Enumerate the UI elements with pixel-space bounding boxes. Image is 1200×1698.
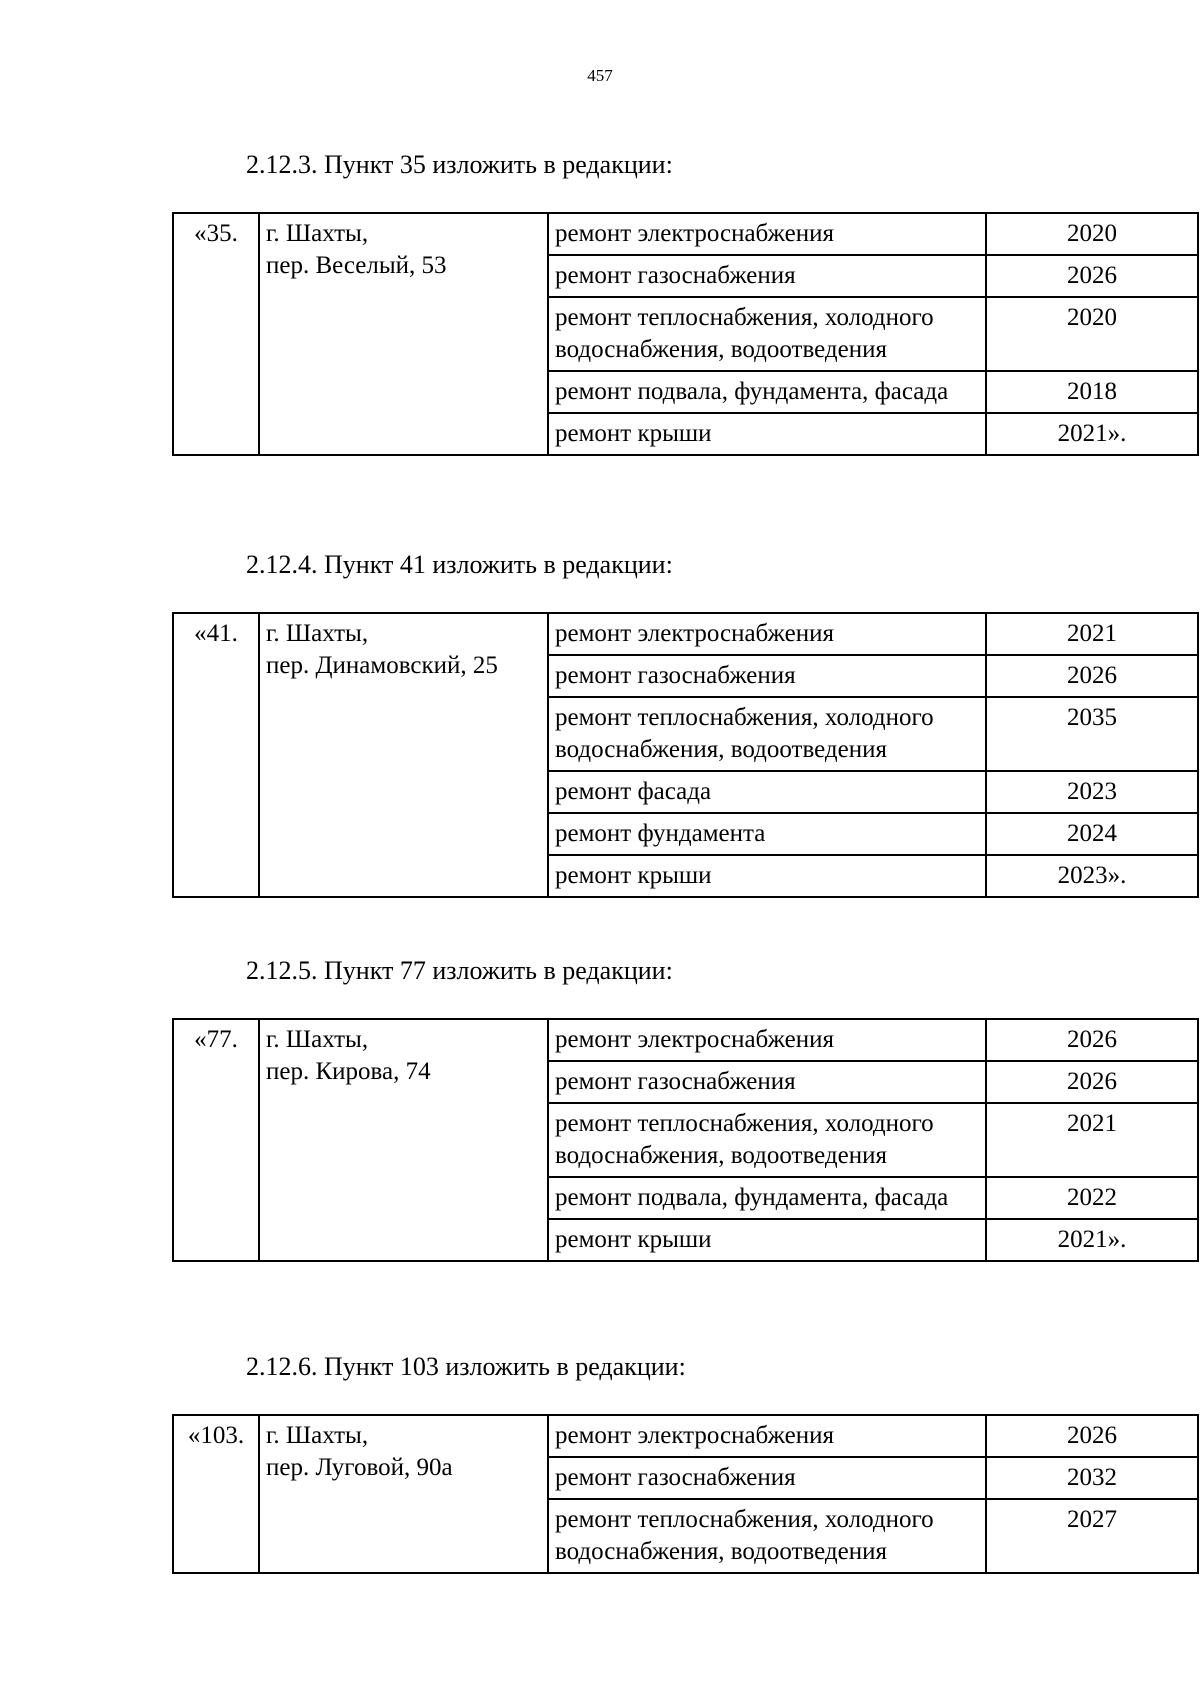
work-type: ремонт газоснабжения — [548, 1061, 986, 1103]
section-heading: 2.12.5. Пункт 77 изложить в редакции: — [246, 956, 673, 985]
work-year: 2032 — [986, 1457, 1198, 1499]
work-type: ремонт подвала, фундамента, фасада — [548, 1177, 986, 1219]
work-year: 2026 — [986, 1415, 1198, 1457]
work-type: ремонт газоснабжения — [548, 255, 986, 297]
address-city: г. Шахты, — [266, 1026, 369, 1053]
section-heading: 2.12.3. Пункт 35 изложить в редакции: — [246, 150, 673, 179]
address-city: г. Шахты, — [266, 620, 369, 647]
table-row — [173, 213, 1198, 255]
work-year: 2024 — [986, 813, 1198, 855]
work-type: ремонт электроснабжения — [548, 1415, 986, 1457]
address-city: г. Шахты, — [266, 1422, 369, 1449]
address-city: г. Шахты, — [266, 220, 369, 247]
amendment-table — [172, 612, 1199, 898]
work-type: ремонт теплоснабжения, холодного водоснабжения, водоотведения — [548, 1103, 986, 1177]
item-number: «35. — [173, 213, 259, 455]
work-year: 2018 — [986, 371, 1198, 413]
work-year: 2021». — [986, 413, 1198, 455]
work-type: ремонт теплоснабжения, холодного водоснабжения, водоотведения — [548, 1499, 986, 1573]
work-year: 2023». — [986, 855, 1198, 897]
work-type: ремонт газоснабжения — [548, 1457, 986, 1499]
table-row — [173, 1415, 1198, 1457]
work-type: ремонт крыши — [548, 1219, 986, 1261]
work-year: 2027 — [986, 1499, 1198, 1573]
amendment-table — [172, 1414, 1199, 1574]
work-type: ремонт газоснабжения — [548, 655, 986, 697]
address-street: пер. Кирова, 74 — [266, 1058, 431, 1085]
address-cell — [259, 213, 548, 455]
work-year: 2026 — [986, 655, 1198, 697]
amendment-table — [172, 212, 1199, 456]
work-type: ремонт электроснабжения — [548, 1019, 986, 1061]
work-year: 2023 — [986, 771, 1198, 813]
section-heading: 2.12.4. Пункт 41 изложить в редакции: — [246, 550, 673, 579]
work-year: 2035 — [986, 697, 1198, 771]
section-heading: 2.12.6. Пункт 103 изложить в редакции: — [246, 1352, 686, 1381]
address-cell — [259, 613, 548, 897]
item-number: «77. — [173, 1019, 259, 1261]
work-year: 2026 — [986, 255, 1198, 297]
table-row — [173, 613, 1198, 655]
address-street: пер. Луговой, 90а — [266, 1454, 453, 1481]
work-year: 2020 — [986, 213, 1198, 255]
address-cell — [259, 1019, 548, 1261]
address-street: пер. Динамовский, 25 — [266, 652, 498, 679]
work-type: ремонт крыши — [548, 413, 986, 455]
work-year: 2026 — [986, 1061, 1198, 1103]
work-type: ремонт подвала, фундамента, фасада — [548, 371, 986, 413]
work-year: 2020 — [986, 297, 1198, 371]
item-number: «41. — [173, 613, 259, 897]
item-number: «103. — [173, 1415, 259, 1573]
work-type: ремонт крыши — [548, 855, 986, 897]
table-row — [173, 1019, 1198, 1061]
address-street: пер. Веселый, 53 — [266, 252, 447, 279]
page-number: 457 — [587, 66, 613, 85]
work-type: ремонт теплоснабжения, холодного водоснабжения, водоотведения — [548, 697, 986, 771]
work-year: 2021 — [986, 613, 1198, 655]
work-type: ремонт фасада — [548, 771, 986, 813]
work-year: 2021». — [986, 1219, 1198, 1261]
address-cell — [259, 1415, 548, 1573]
work-type: ремонт электроснабжения — [548, 213, 986, 255]
work-type: ремонт теплоснабжения, холодного водоснабжения, водоотведения — [548, 297, 986, 371]
work-year: 2022 — [986, 1177, 1198, 1219]
amendment-table — [172, 1018, 1199, 1262]
work-year: 2021 — [986, 1103, 1198, 1177]
work-type: ремонт фундамента — [548, 813, 986, 855]
work-year: 2026 — [986, 1019, 1198, 1061]
work-type: ремонт электроснабжения — [548, 613, 986, 655]
